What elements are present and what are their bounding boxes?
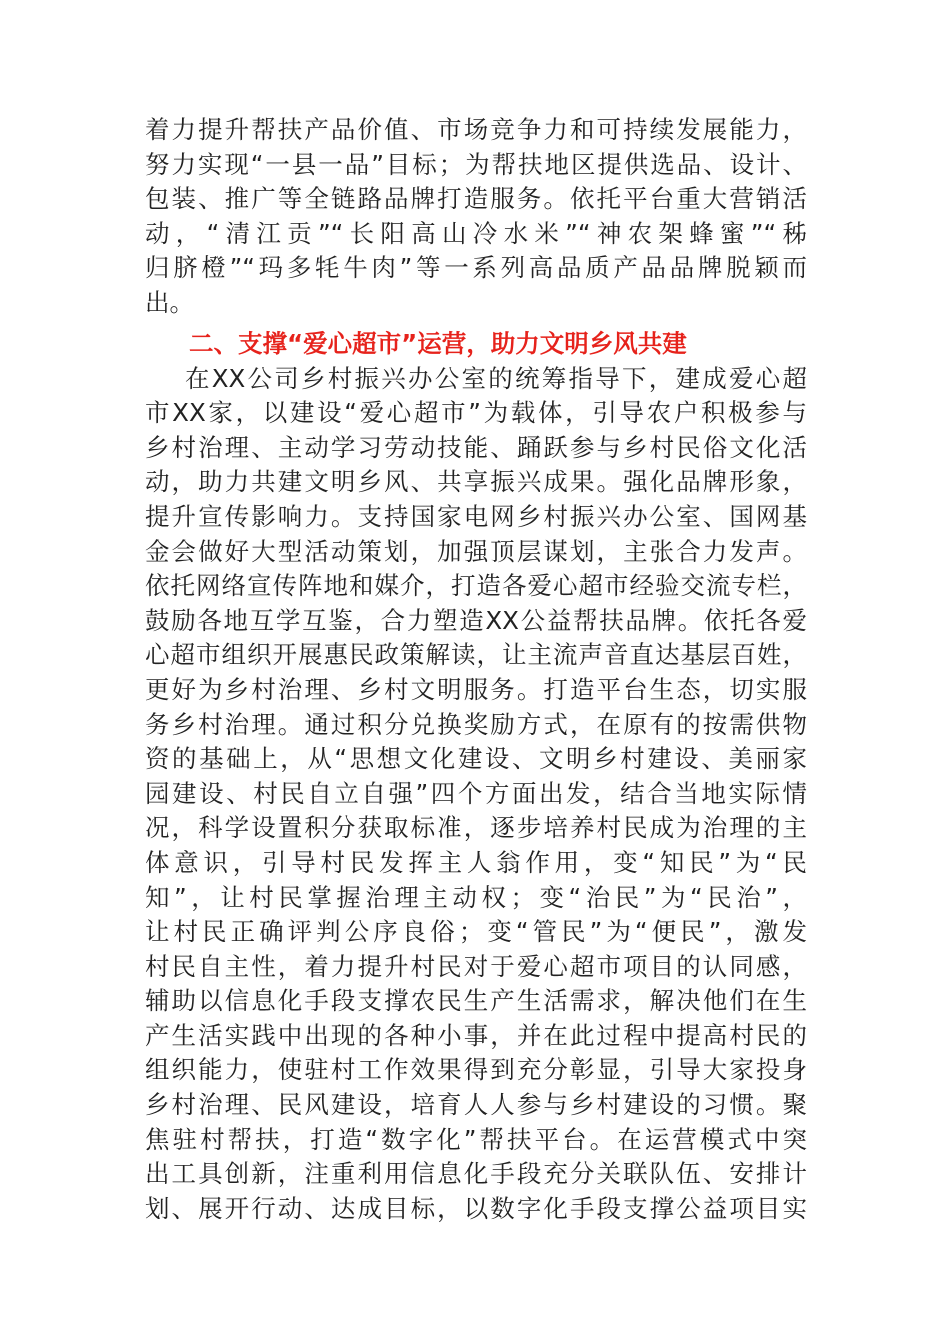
paragraph-line: 在XX公司乡村振兴办公室的统筹指导下，建成爱心超: [185, 363, 807, 393]
paragraph-line: 村民自主性，着力提升村民对于爱心超市项目的认同感，: [145, 951, 807, 981]
paragraph-line: 努力实现“一县一品”目标；为帮扶地区提供选品、设计、: [145, 149, 807, 179]
paragraph-line: 园建设、村民自立自强”四个方面出发，结合当地实际情: [145, 778, 807, 808]
section-one-continuation: [145, 113, 807, 321]
section-heading: 二、支撑“爱心超市”运营，助力文明乡风共建: [189, 329, 687, 358]
paragraph-line: 鼓励各地互学互鉴，合力塑造XX公益帮扶品牌。依托各爱: [145, 605, 807, 635]
paragraph-line: 乡村治理、民风建设，培育人人参与乡村建设的习惯。聚: [145, 1090, 807, 1120]
paragraph-line: 依托网络宣传阵地和媒介，打造各爱心超市经验交流专栏，: [145, 571, 807, 601]
paragraph-line: 组织能力，使驻村工作效果得到充分彰显，引导大家投身: [145, 1055, 807, 1085]
paragraph-line: 资的基础上，从“思想文化建设、文明乡村建设、美丽家: [145, 744, 807, 774]
paragraph-line: 归脐橙”“玛多牦牛肉”等一系列高品质产品品牌脱颖而: [145, 253, 807, 283]
paragraph-line: 体意识，引导村民发挥主人翁作用，变“知民”为“民: [145, 847, 807, 877]
paragraph-line: 动，“清江贡”“长阳高山冷水米”“神农架蜂蜜”“秭: [145, 218, 807, 248]
paragraph-line: 乡村治理、主动学习劳动技能、踊跃参与乡村民俗文化活: [145, 432, 807, 462]
paragraph-line: 心超市组织开展惠民政策解读，让主流声音直达基层百姓，: [145, 640, 807, 670]
paragraph-line: 划、展开行动、达成目标，以数字化手段支撑公益项目实: [145, 1193, 807, 1223]
paragraph-line: 动，助力共建文明乡风、共享振兴成果。强化品牌形象，: [145, 467, 807, 497]
paragraph-line: 产生活实践中出现的各种小事，并在此过程中提高村民的: [145, 1020, 807, 1050]
section-two: [145, 327, 807, 1226]
paragraph-line: 包装、推广等全链路品牌打造服务。依托平台重大营销活: [145, 184, 807, 214]
paragraph-line: 着力提升帮扶产品价值、市场竞争力和可持续发展能力，: [145, 115, 807, 144]
paragraph-line: 让村民正确评判公序良俗；变“管民”为“便民”，激发: [145, 917, 807, 947]
paragraph-line: 出。: [145, 287, 194, 317]
paragraph-line: 提升宣传影响力。支持国家电网乡村振兴办公室、国网基: [145, 501, 807, 531]
paragraph-line: 金会做好大型活动策划，加强顶层谋划，主张合力发声。: [145, 536, 807, 566]
paragraph-line: 务乡村治理。通过积分兑换奖励方式，在原有的按需供物: [145, 709, 807, 739]
paragraph-line: 况，科学设置积分获取标准，逐步培养村民成为治理的主: [145, 813, 807, 843]
paragraph-line: 市XX家，以建设“爱心超市”为载体，引导农户积极参与: [145, 398, 807, 428]
paragraph-line: 辅助以信息化手段支撑农民生产生活需求，解决他们在生: [145, 986, 807, 1016]
paragraph-line: 知”，让村民掌握治理主动权；变“治民”为“民治”，: [145, 882, 807, 912]
paragraph-line: 焦驻村帮扶，打造“数字化”帮扶平台。在运营模式中突: [145, 1124, 807, 1154]
paragraph-line: 出工具创新，注重利用信息化手段充分关联队伍、安排计: [145, 1159, 807, 1189]
paragraph-line: 更好为乡村治理、乡村文明服务。打造平台生态，切实服: [145, 674, 807, 704]
